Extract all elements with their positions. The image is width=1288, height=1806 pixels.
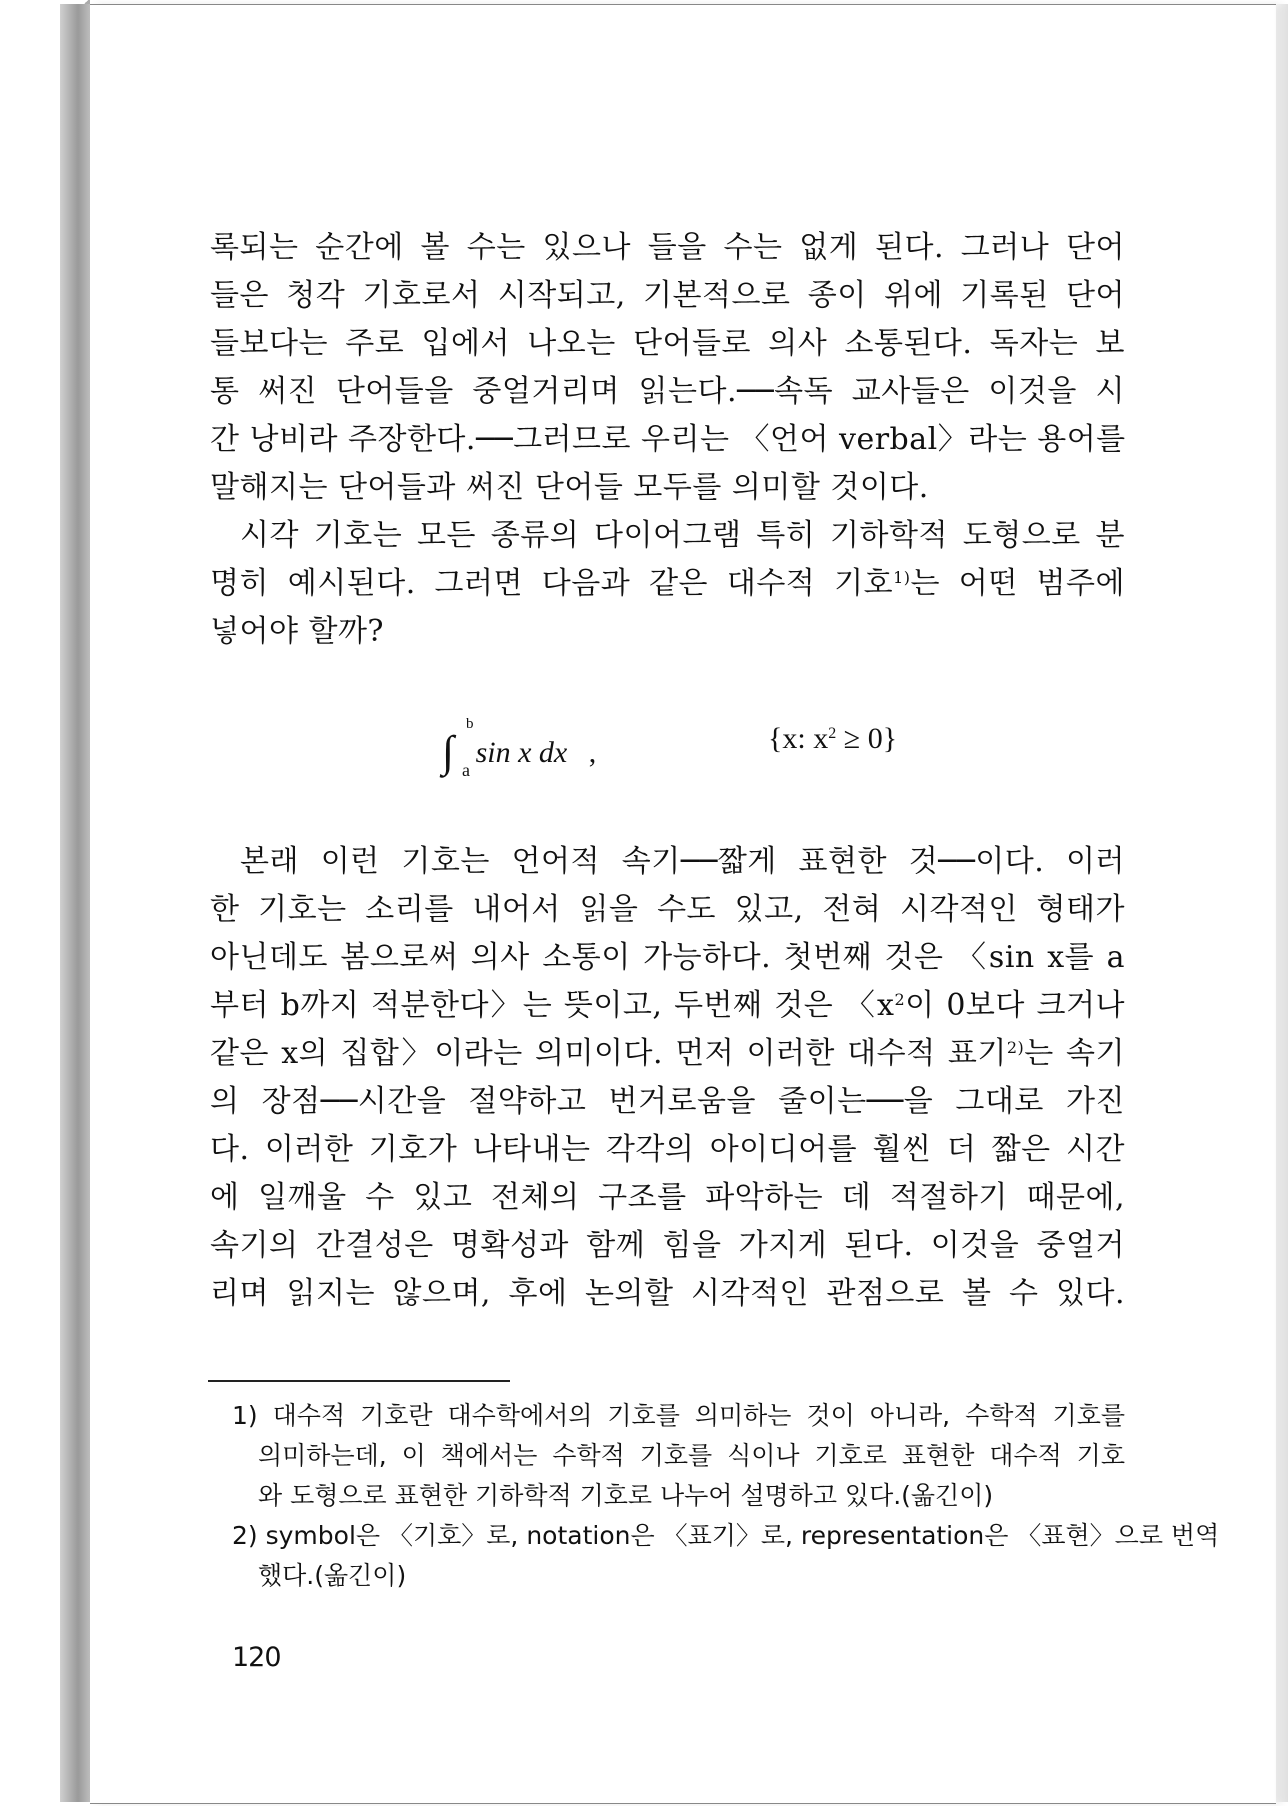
footnote-2-line: 했다.(옮긴이) [258, 1561, 407, 1590]
footnote-ref-2: 2) [1006, 1038, 1025, 1057]
superscript-2: 2 [894, 990, 906, 1009]
footnote-2-line: 2) symbol은 〈기호〉로, notation은 〈표기〉로, representation은 〈표현〉으로 번역 [232, 1521, 1220, 1550]
paragraph-line: 말해지는 단어들과 써진 단어들 모두를 의미할 것이다. [210, 470, 929, 505]
line-text: 명히 예시된다. 그러면 다음과 같은 대수적 기호 [210, 566, 894, 601]
integrand: sin x dx [475, 736, 568, 769]
paragraph-line: 다. 이러한 기호가 나타내는 각각의 아이디어를 훨씬 더 짧은 시간 [210, 1132, 1125, 1167]
set-condition: ≥ 0} [836, 722, 898, 755]
footnotes [232, 1396, 1220, 1596]
integral-formula [442, 716, 597, 792]
paragraph-line: 본래 이런 기호는 언어적 속기──짧게 표현한 것──이다. 이러 [240, 844, 1125, 879]
paragraph-line-with-footnote [210, 1030, 1125, 1078]
second-text-block [210, 838, 1125, 1318]
line-text: 같은 x의 집합〉이라는 의미이다. 먼저 이러한 대수적 표기 [210, 1036, 1007, 1071]
set-exponent: 2 [828, 725, 837, 742]
integral-upper-limit: b [466, 716, 474, 732]
footnote-1-line: 1) 대수적 기호란 대수학에서의 기호를 의미하는 것이 아니라, 수학적 기호를 [232, 1401, 1125, 1430]
line-text: 부터 b까지 적분한다〉는 뜻이고, 두번째 것은 〈x [210, 988, 895, 1023]
paragraph-line: 아닌데도 봄으로써 의사 소통이 가능하다. 첫번째 것은 〈sin x를 a [210, 940, 1125, 975]
paragraph-line-with-footnote [210, 560, 1125, 608]
footnote-divider [208, 1380, 510, 1382]
footnote-ref-1: 1) [893, 568, 911, 587]
line-text: 는 어떤 범주에 [910, 566, 1125, 601]
paragraph-line: 들은 청각 기호로서 시작되고, 기본적으로 종이 위에 기록된 단어 [210, 278, 1125, 313]
paragraph-line: 한 기호는 소리를 내어서 읽을 수도 있고, 전혀 시각적인 형태가 [210, 892, 1125, 927]
page-number: 120 [232, 1642, 281, 1673]
formula-separator: , [588, 736, 597, 769]
line-text: 이 0보다 크거나 [905, 988, 1125, 1023]
paragraph-line: 시각 기호는 모든 종류의 다이어그램 특히 기하학적 도형으로 분 [240, 518, 1125, 553]
footnote-1-line: 의미하는데, 이 책에서는 수학적 기호를 식이나 기호로 표현한 대수적 기호 [258, 1441, 1125, 1470]
set-formula [768, 722, 897, 792]
page-right-shade [1274, 4, 1288, 1802]
paragraph-line-with-superscript [210, 982, 1125, 1030]
footnote-1-line: 와 도형으로 표현한 기하학적 기호로 나누어 설명하고 있다.(옮긴이) [258, 1481, 994, 1510]
integral-lower-limit: a [462, 760, 470, 780]
paragraph-line: 속기의 간결성은 명확성과 함께 힘을 가지게 된다. 이것을 중얼거 [210, 1228, 1125, 1263]
paragraph-line: 넣어야 할까? [210, 614, 385, 649]
main-text-block [210, 224, 1125, 656]
integral-sign: ∫ [442, 727, 455, 776]
paragraph-line: 리며 읽지는 않으며, 후에 논의할 시각적인 관점으로 볼 수 있다. [210, 1276, 1125, 1311]
paragraph-line: 통 써진 단어들을 중얼거리며 읽는다.──속독 교사들은 이것을 시 [210, 374, 1125, 409]
book-spine-edge [60, 4, 91, 1802]
paragraph-line: 록되는 순간에 볼 수는 있으나 들을 수는 없게 된다. 그러나 단어 [210, 230, 1125, 265]
paragraph-line: 의 장점──시간을 절약하고 번거로움을 줄이는──을 그대로 가진 [210, 1084, 1125, 1119]
paragraph-line: 에 일깨울 수 있고 전체의 구조를 파악하는 데 적절하기 때문에, [210, 1180, 1125, 1215]
paragraph-line: 들보다는 주로 입에서 나오는 단어들로 의사 소통된다. 독자는 보 [210, 326, 1125, 361]
set-notation: {x: x [768, 722, 829, 755]
paragraph-line: 간 낭비라 주장한다.──그러므로 우리는 〈언어 verbal〉라는 용어를 [210, 422, 1126, 457]
line-text: 는 속기 [1024, 1036, 1125, 1071]
